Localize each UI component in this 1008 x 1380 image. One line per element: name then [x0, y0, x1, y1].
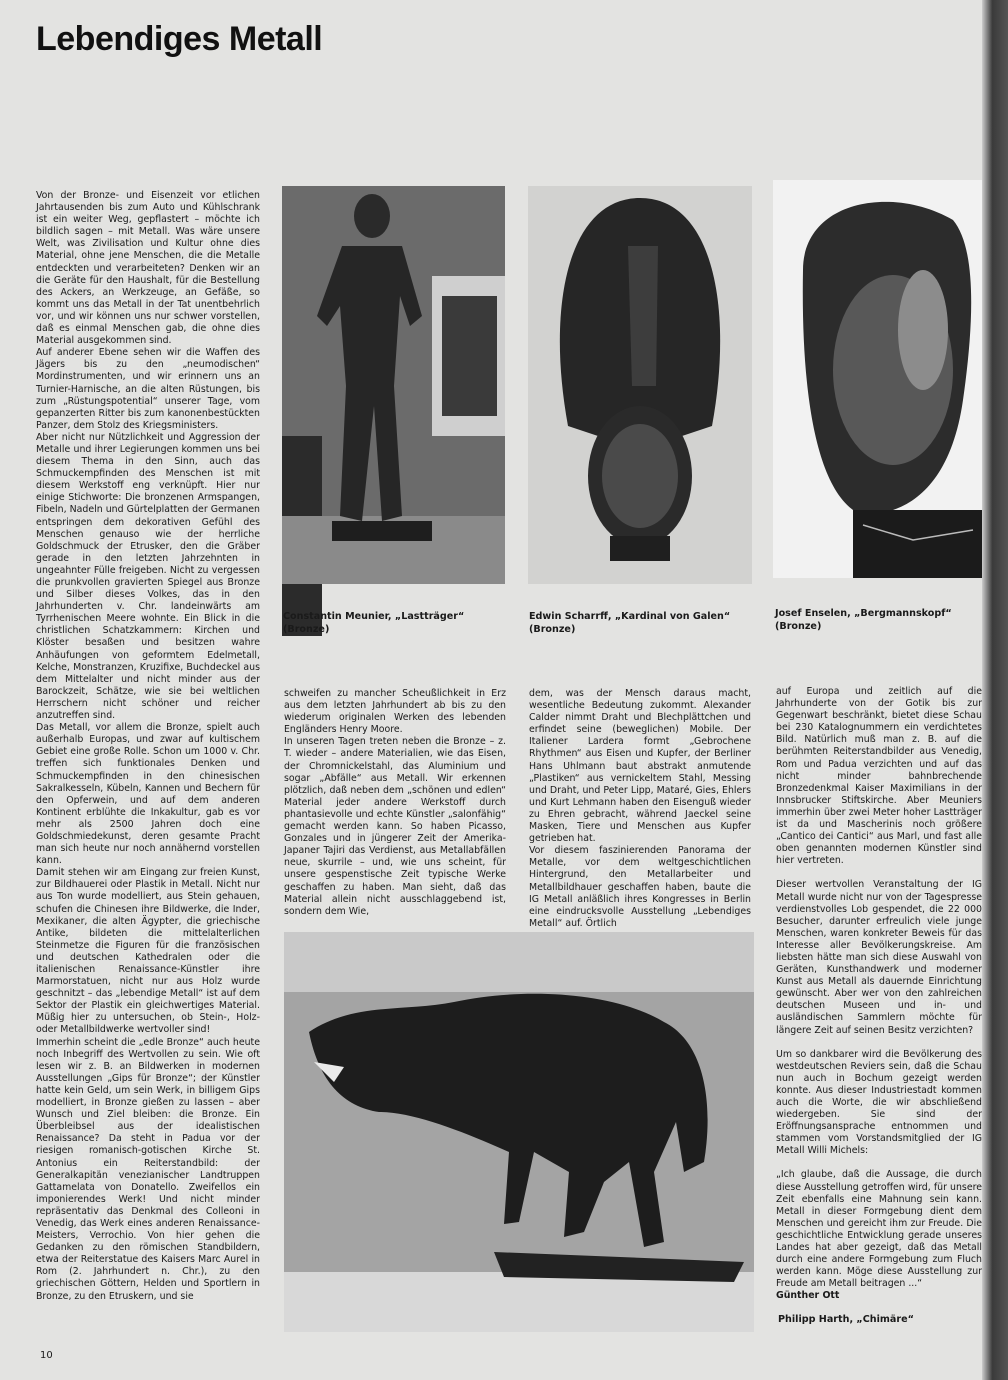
paragraph: Um so dankbarer wird die Bevölkerung des westdeutschen Reviers sein, daß die Schau nun auch in Bochum gezeigt werden konnte. Aus dieser Industriestadt kommen auch die Worte, die wir abschließend wiedergeben. Sie sind der Eröffnungsansprache entnommen und stammen vom Vorstandsmitglied der IG Metall Willi Michels:	[776, 1048, 982, 1157]
paragraph: Immerhin scheint die „edle Bronze“ auch heute noch Inbegriff des Wertvollen zu sein. Wie oft lesen wir z. B. an Bildwerken in modernen Ausstellungen „Gips für Bronze“; der Künstler hatte kein Geld, um sein Werk, in billigem Gips modelliert, in Bronze gießen zu lassen – aber Wunsch und Ziel bleiben: die Bronze. Ein Überbleibsel aus der idealistischen Renaissance? Da steht in Padua vor der riesigen romanisch-gotischen Kirche St. Antonius ein Reiterstandbild: der Generalkapitän venezianischer Landtruppen Gattamelata von Donatello. Zweifellos ein imponierendes Werk! Und nicht minder repräsentativ das Denkmal des Colleoni in Venedig, das Werk eines anderen Renaissance-Meisters, Verrochio. Von hier gehen die Gedanken zu den römischen Standbildern, etwa der Reiterstatue des Kaisers Marc Aurel in Rom (2. Jahrhundert n. Chr.), zu den griechischen Göttern, Helden und Sportlern in Bronze, zu den Etruskern, und sie	[36, 1036, 260, 1302]
text-column-1	[36, 190, 260, 1340]
paragraph: Das Metall, vor allem die Bronze, spielt auch außerhalb Europas, und zwar auf kultischem Gebiet eine große Rolle. Schon um 1000 v. Chr. treffen sich funktionales Denken und Schmuckempfinden in den chinesischen Sakralkesseln, Kübeln, Kannen und Bechern für den Opferwein, und auf dem anderen Kontinent erblühte die Inkakultur, gab es vor mehr als 2500 Jahren doch eine Goldschmiedekunst, deren gesamte Pracht man sich heute nur noch annähernd vorstellen kann.	[36, 722, 260, 867]
photo-kardinal	[528, 186, 752, 584]
caption-harth: Philipp Harth, „Chimäre“	[778, 1314, 914, 1325]
paragraph: Auf anderer Ebene sehen wir die Waffen des Jägers bis zu den „neumodischen“ Mordinstrumenten, und wir erinnern uns an Turnier-Harnische, an die alten Rüstungen, bis zum „Rüstungspotential“ unserer Tage, vom gepanzerten Ritter bis zum kanonenbestückten Panzer, dem Stolz des Kriegsministers.	[36, 347, 260, 431]
text-column-4	[776, 686, 982, 1302]
paragraph: auf Europa und zeitlich auf die Jahrhunderte von der Gotik bis zur Gegenwart beschränkt, bietet diese Schau bei 230 Katalognummern ein verdichtetes Bild. Natürlich muß man z. B. auf die berühmten Reiterstandbilder aus Venedig, Rom und Padua verzichten und auf das nicht minder bahnbrechende Bronzedenkmal Kaiser Maximilians in der Innsbrucker Stiftskirche. Aber Meuniers immerhin über zwei Meter hoher Lastträger ist da und Mascherinis noch größere „Cantico dei Cantici“ aus Marl, und fast alle oben genannten modernen Künstler sind hier vertreten.	[776, 686, 982, 867]
caption-enselen: Josef Enselen, „Bergmannskopf“ (Bronze)	[775, 608, 952, 632]
paragraph: Dieser wertvollen Veranstaltung der IG Metall wurde nicht nur von der Tagespresse verdienstvolles Lob gespendet, die 22 000 Besucher, darunter erfreulich viele junge Menschen, waren konkreter Beweis für das Interesse aller Bevölkerungskreise. Am liebsten hätte man sich diese Auswahl von Geräten, Kunsthandwerk und moderner Kunst aus Metall als dauernde Einrichtung gewünscht. Aber wer von den zahlreichen deutschen Museen und in- und ausländischen Sammlern möchte für längere Zeit auf seinen Besitz verzichten?	[776, 879, 982, 1036]
paragraph: In unseren Tagen treten neben die Bronze – z. T. wieder – andere Materialien, wie das Eisen, der Chromnickelstahl, das Aluminium und sogar „Abfälle“ aus Metall. Wir erkennen plötzlich, daß neben dem „schönen und edlen“ Material jeder andere Werkstoff durch phantasievolle und echte Künstler „salonfähig“ gemacht werden kann. So haben Picasso, Gonzales und in jüngerer Zeit der Amerika-Japaner Tajiri das Verdienst, aus Metallabfällen neue, skurrile – und, wie uns scheint, für unsere gespenstische Zeit typische Werke geschaffen zu haben. Man sieht, daß das Material allein nicht ausschlaggebend ist, sondern dem Wie,	[284, 736, 506, 917]
paragraph: Aber nicht nur Nützlichkeit und Aggression der Metalle und ihrer Legierungen kommen uns bei diesem Thema in den Sinn, auch das Schmuckempfinden des Menschen ist mit diesem Werkstoff eng verknüpft. Hier nur einige Stichworte: Die bronzenen Armspangen, Fibeln, Nadeln und Gürtelplatten der Germanen entspringen dem dekorativen Gefühl des Menschen genauso wie der herrliche Goldschmuck der Etrusker, den die Gräber gerade in den letzten Jahrzehnten in ungeahnter Fülle freigeben. Nicht zu vergessen die prunkvollen gravierten Spiegel aus Bronze und Silber dieses Volkes, das in den Jahrhunderten v. Chr. landeinwärts am Tyrrhenischen Meere wohnte. Ein Blick in die christlichen Schatzkammern: Kirchen und Klöster besaßen und besitzen wahre Anhäufungen von geformtem Edelmetall, Kelche, Monstranzen, Kruzifixe, Buchdeckel aus dem Mittelalter und nicht minder aus der Barockzeit, Schätze, wie sie bei weltlichen Herrschern nicht schöner und reicher anzutreffen sind.	[36, 431, 260, 722]
paragraph: „Ich glaube, daß die Aussage, die durch diese Ausstellung getroffen wird, für unsere Zeit ebenfalls eine Mahnung sein kann. Metall in dieser Formgebung dient dem Menschen und gereicht ihm zur Freude. Die geschichtliche Entwicklung gerade unseres Landes hat aber gezeigt, daß das Metall durch eine andere Formgebung zum Fluch werden kann. Möge diese Ausstellung zur Freude am Metall beitragen ...“	[776, 1169, 982, 1290]
author: Günther Ott	[776, 1290, 840, 1302]
photo-chimaere	[284, 932, 754, 1332]
page-number: 10	[40, 1350, 53, 1361]
caption-meunier: Constantin Meunier, „Lastträger“ (Bronze)	[283, 611, 465, 635]
text-column-2	[284, 688, 506, 918]
photo-bergmannskopf	[773, 180, 982, 578]
paragraph: dem, was der Mensch daraus macht, wesentliche Bedeutung zukommt. Alexander Calder nimmt Draht und Blechplättchen und erfindet seine (beweglichen) Mobile. Der Italiener Lardera formt „Gebrochene Rhythmen“ aus Eisen und Kupfer, der Berliner Hans Uhlmann baut abstrakt anmutende „Plastiken“ aus vernickeltem Stahl, Messing und Draht, und Peter Lipp, Mataré, Gies, Ehlers und Kurt Lehmann haben den Eisenguß wieder zu Ehren gebracht, während Jaeckel seine Masken, Tiere und Menschen aus Kupfer getrieben hat.	[529, 688, 751, 845]
paragraph: schweifen zu mancher Scheußlichkeit in Erz aus dem letzten Jahrhundert ab bis zu den wiederum originalen Werken des lebenden Engländers Henry Moore.	[284, 688, 506, 736]
caption-scharrff: Edwin Scharrff, „Kardinal von Galen“ (Bronze)	[529, 611, 731, 635]
next-page-edge	[982, 0, 1008, 1380]
paragraph: Damit stehen wir am Eingang zur freien Kunst, zur Bildhauerei oder Plastik in Metall. Nicht nur aus Ton wurde modelliert, aus Stein gehauen, schufen die Chinesen ihre Bildwerke, die Inder, Mexikaner, die alten Ägypter, die griechische Antike, bildeten die mittelalterlichen Steinmetze die Figuren für die französischen und deutschen Kathedralen oder die italienischen Renaissance-Künstler ihre Marmorstatuen, nicht nur aus Holz wurde geschnitzt – das „lebendige Metall“ ist auf dem Sektor der Plastik ein gleichwertiges Material. Müßig hier zu untersuchen, ob Stein-, Holz- oder Metallbildwerke wertvoller sind!	[36, 867, 260, 1036]
photo-lasttraeger	[282, 186, 505, 584]
page-title: Lebendiges Metall	[36, 20, 323, 58]
paragraph: Von der Bronze- und Eisenzeit vor etlichen Jahrtausenden bis zum Auto und Kühlschrank ist ein weiter Weg, gepflastert – möchte ich bildlich sagen – mit Metall. Was wäre unsere Welt, was Zivilisation und Kultur ohne dies Material, ohne jene Menschen, die die Metalle entdeckten und verarbeiteten? Denken wir an die Geräte für den Haushalt, für die Bestellung des Ackers, an Werkzeuge, an Gefäße, so kommt uns das Metall in der Tat unentbehrlich vor, und wir können uns nur schwer vorstellen, daß es einmal Menschen gab, die ohne dies Material ausgekommen sind.	[36, 190, 260, 347]
text-column-3	[529, 688, 751, 929]
paragraph: Vor diesem faszinierenden Panorama der Metalle, vor dem weltgeschichtlichen Hintergrund, den Metallarbeiter und Metallbildhauer geschaffen haben, baute die IG Metall anläßlich ihres Kongresses in Berlin eine eindrucksvolle Ausstellung „Lebendiges Metall“ auf. Örtlich	[529, 845, 751, 929]
